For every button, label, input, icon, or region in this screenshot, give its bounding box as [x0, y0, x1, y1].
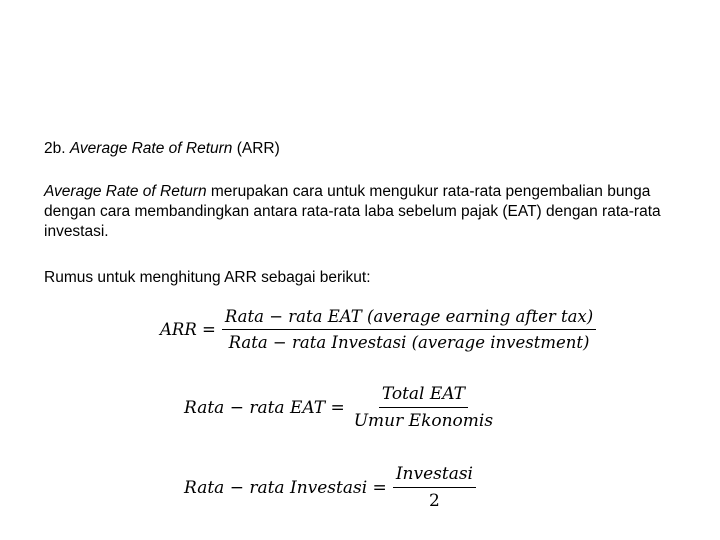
eat-formula [184, 384, 496, 431]
arr-formula [160, 307, 596, 352]
arr-numerator: Rata − rata EAT (average earning after tax) [222, 307, 596, 330]
investasi-denominator: 2 [428, 491, 440, 511]
investasi-formula-lhs: Rata − rata Investasi = [184, 477, 387, 498]
section-heading [44, 139, 280, 159]
arr-fraction [222, 307, 596, 352]
formula-intro: Rumus untuk menghitung ARR sebagai berikut: [44, 269, 371, 286]
arr-denominator: Rata − rata Investasi (average investment) [228, 333, 590, 352]
eat-formula-lhs: Rata − rata EAT = [184, 397, 345, 418]
heading-abbreviation: (ARR) [232, 140, 280, 157]
investasi-formula [184, 464, 476, 511]
eat-denominator: Umur Ekonomis [353, 411, 494, 431]
arr-formula-lhs: ARR = [160, 320, 216, 339]
investasi-fraction [393, 464, 476, 511]
heading-number: 2b. [44, 140, 70, 157]
eat-numerator: Total EAT [379, 384, 468, 408]
definition-text: merupakan cara untuk mengukur rata-rata pengembalian bunga dengan cara membandingkan antara rata-rata laba sebelum pajak (EAT) dengan rata-rata investasi. [44, 183, 661, 240]
definition-paragraph [44, 182, 684, 242]
eat-fraction [351, 384, 496, 431]
definition-term: Average Rate of Return [44, 183, 207, 200]
investasi-numerator: Investasi [393, 464, 476, 488]
heading-title: Average Rate of Return [69, 140, 233, 157]
